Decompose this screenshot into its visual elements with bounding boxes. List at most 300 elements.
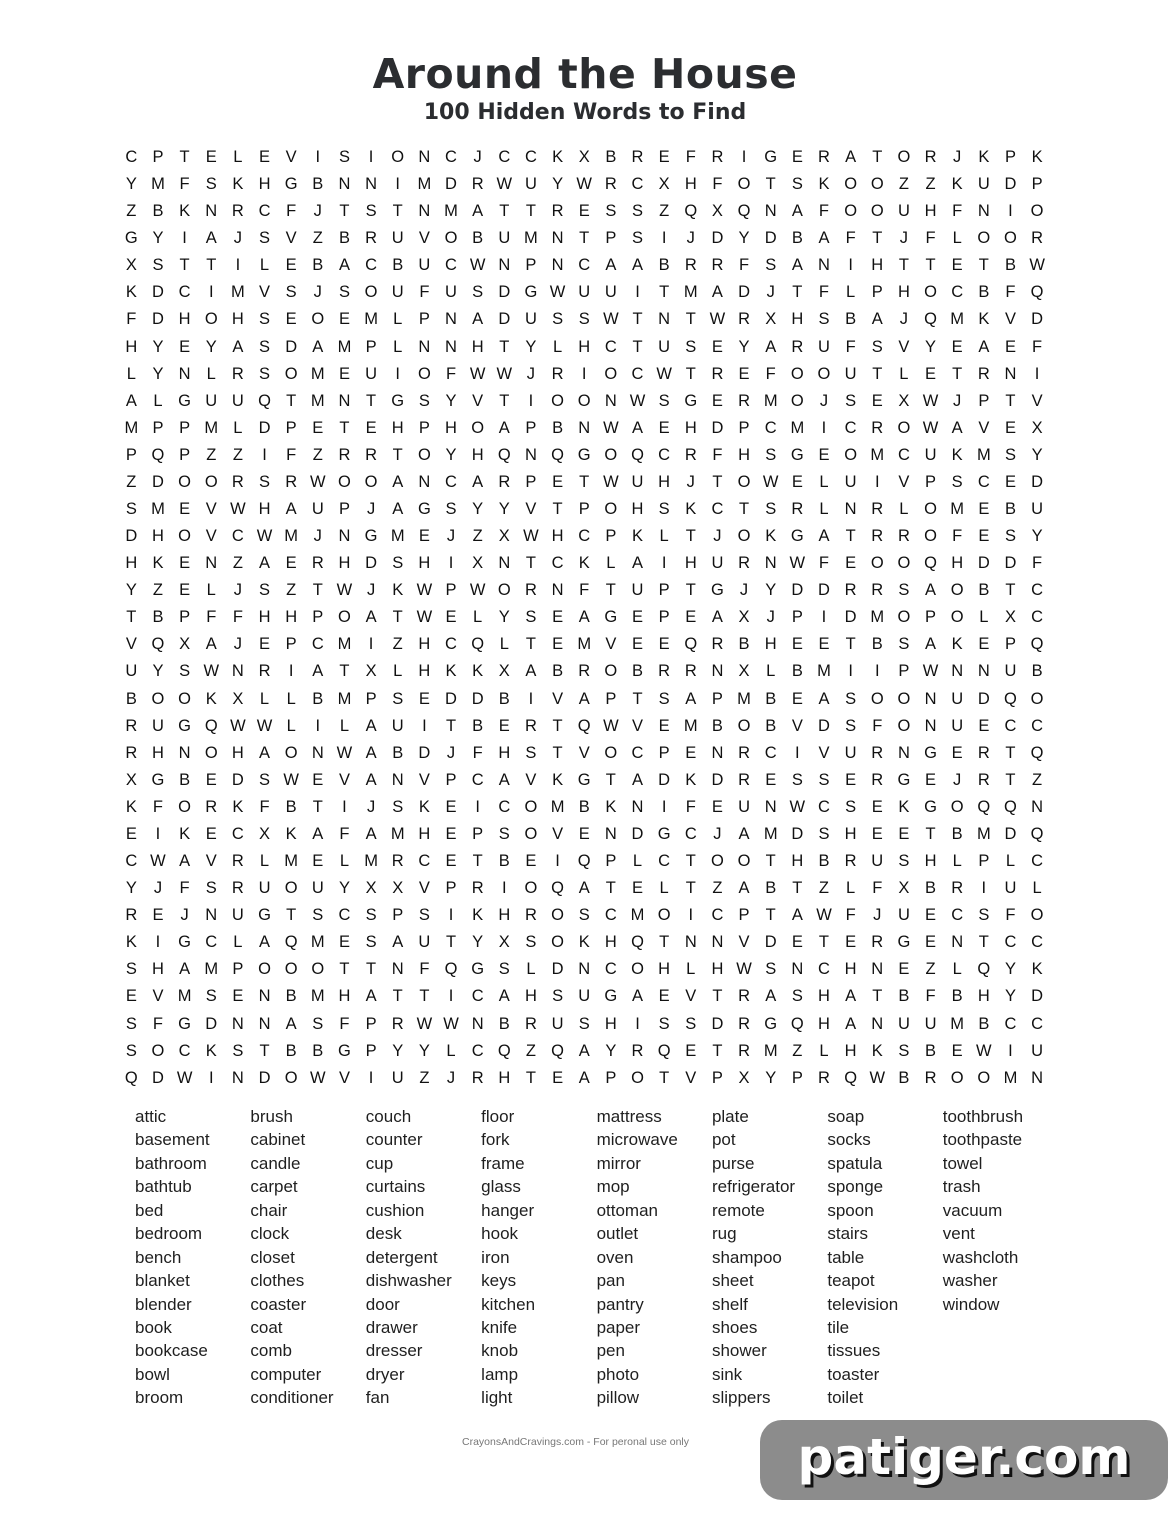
grid-letter: Z — [232, 445, 243, 464]
grid-letter: R — [311, 554, 324, 573]
grid-letter: X — [711, 202, 723, 221]
grid-letter: O — [551, 391, 564, 410]
grid-letter: X — [498, 662, 510, 681]
grid-letter: T — [685, 879, 696, 898]
grid-letter: S — [365, 906, 377, 925]
grid-letter: E — [925, 906, 937, 925]
grid-letter: A — [871, 310, 883, 329]
grid-letter: T — [1005, 743, 1016, 762]
grid-letter: C — [604, 906, 617, 925]
grid-letter: Y — [525, 337, 537, 356]
grid-letter: F — [818, 283, 830, 302]
grid-letter: P — [365, 1041, 377, 1060]
grid-letter: E — [631, 879, 643, 898]
grid-letter: P — [338, 500, 350, 519]
grid-letter: U — [897, 202, 910, 221]
word-list-item: washcloth — [942, 1247, 1019, 1267]
grid-letter: C — [631, 364, 644, 383]
grid-letter: F — [419, 960, 430, 979]
grid-letter: I — [395, 175, 401, 194]
grid-letter: O — [631, 960, 644, 979]
grid-letter: E — [285, 310, 297, 329]
grid-letter: L — [1032, 879, 1042, 898]
grid-letter: A — [711, 608, 723, 627]
grid-letter: M — [390, 824, 405, 843]
grid-letter: C — [205, 933, 218, 952]
word-list-item: book — [135, 1317, 172, 1337]
word-list-item: attic — [135, 1107, 167, 1126]
grid-letter: T — [392, 987, 403, 1006]
word-list-item: candle — [250, 1153, 301, 1173]
grid-letter: A — [365, 716, 377, 735]
grid-letter: C — [1031, 1014, 1044, 1033]
grid-letter: T — [1005, 391, 1016, 410]
grid-letter: F — [445, 364, 457, 383]
grid-letter: W — [603, 716, 619, 735]
grid-letter: I — [874, 662, 880, 681]
grid-letter: S — [658, 391, 670, 410]
grid-letter: M — [337, 635, 352, 654]
grid-letter: S — [525, 608, 537, 627]
grid-letter: N — [1031, 1068, 1044, 1087]
grid-letter: B — [498, 852, 510, 871]
word-list-item: bench — [135, 1247, 182, 1267]
grid-letter: N — [604, 824, 617, 843]
grid-letter: G — [178, 933, 192, 952]
grid-letter: F — [845, 906, 856, 925]
grid-letter: P — [711, 1068, 723, 1087]
grid-letter: I — [315, 716, 321, 735]
grid-letter: O — [524, 797, 538, 816]
grid-letter: J — [953, 770, 962, 789]
grid-letter: Z — [312, 229, 323, 248]
grid-letter: T — [392, 608, 403, 627]
grid-letter: Y — [338, 879, 350, 898]
grid-letter: H — [684, 175, 697, 194]
grid-letter: G — [178, 716, 192, 735]
grid-letter: O — [178, 689, 192, 708]
grid-letter: P — [1031, 175, 1043, 194]
grid-letter: B — [472, 716, 484, 735]
word-list-item: table — [827, 1247, 865, 1267]
grid-letter: Y — [125, 581, 137, 600]
grid-letter: O — [338, 608, 351, 627]
word-list-item: sponge — [827, 1177, 884, 1197]
grid-letter: X — [125, 256, 137, 275]
grid-letter: R — [951, 879, 964, 898]
grid-letter: H — [764, 635, 777, 654]
grid-letter: L — [952, 960, 962, 979]
grid-letter: L — [259, 689, 270, 708]
grid-letter: R — [818, 148, 830, 166]
word-list-item: shampoo — [711, 1247, 782, 1267]
grid-letter: Q — [977, 797, 991, 816]
grid-letter: T — [366, 391, 377, 410]
grid-letter: G — [790, 445, 804, 464]
word-list-item: bookcase — [135, 1341, 208, 1361]
grid-letter: A — [259, 554, 271, 573]
grid-letter: T — [126, 608, 137, 627]
grid-letter: P — [978, 852, 990, 871]
grid-letter: E — [951, 1041, 963, 1060]
grid-letter: V — [418, 879, 430, 898]
grid-letter: L — [846, 283, 856, 302]
grid-letter: T — [685, 364, 696, 383]
grid-letter: A — [765, 987, 777, 1006]
grid-letter: C — [658, 445, 671, 464]
grid-letter: C — [951, 283, 964, 302]
grid-letter: S — [658, 689, 670, 708]
grid-letter: E — [658, 148, 670, 166]
grid-letter: R — [125, 906, 138, 925]
grid-letter: E — [791, 635, 803, 654]
grid-letter: A — [365, 824, 377, 843]
word-list-item: broom — [135, 1388, 184, 1408]
grid-letter: C — [764, 743, 777, 762]
grid-letter: E — [445, 824, 457, 843]
grid-letter: R — [977, 770, 990, 789]
grid-letter: O — [444, 229, 458, 248]
grid-letter: D — [818, 716, 830, 735]
grid-letter: J — [233, 229, 242, 248]
grid-letter: S — [338, 148, 350, 166]
grid-letter: B — [285, 987, 297, 1006]
grid-letter: B — [312, 1041, 324, 1060]
grid-letter: F — [685, 797, 696, 816]
grid-letter: I — [235, 256, 241, 275]
word-list-item: detergent — [365, 1247, 438, 1267]
grid-letter: M — [790, 418, 805, 437]
grid-letter: I — [501, 879, 507, 898]
grid-letter: T — [179, 148, 190, 166]
grid-letter: R — [791, 500, 804, 519]
grid-letter: S — [125, 1041, 137, 1060]
grid-letter: T — [472, 852, 483, 871]
grid-letter: S — [472, 283, 484, 302]
grid-letter: S — [418, 906, 430, 925]
word-list-item: vacuum — [942, 1200, 1003, 1220]
grid-letter: V — [418, 229, 430, 248]
grid-letter: U — [1004, 879, 1017, 898]
word-list-item: drawer — [365, 1317, 418, 1337]
grid-letter: T — [179, 256, 190, 275]
page-subtitle: 100 Hidden Words to Find — [423, 100, 747, 125]
grid-letter: O — [1004, 229, 1017, 248]
grid-letter: U — [844, 743, 857, 762]
grid-letter: S — [259, 472, 271, 491]
grid-letter: R — [977, 743, 990, 762]
grid-letter: T — [605, 770, 616, 789]
grid-letter: F — [872, 879, 883, 898]
grid-letter: E — [845, 933, 857, 952]
grid-letter: M — [417, 175, 432, 194]
grid-letter: N — [951, 662, 964, 681]
grid-letter: K — [125, 797, 137, 816]
grid-letter: C — [1031, 716, 1044, 735]
grid-letter: C — [311, 635, 324, 654]
grid-letter: G — [524, 283, 538, 302]
grid-letter: H — [738, 445, 751, 464]
grid-letter: Q — [684, 635, 698, 654]
grid-letter: L — [153, 391, 163, 410]
grid-letter: N — [178, 364, 191, 383]
grid-letter: E — [552, 1068, 564, 1087]
grid-letter: Z — [818, 879, 830, 898]
grid-letter: T — [499, 202, 510, 221]
word-list-item: dresser — [365, 1341, 423, 1361]
grid-letter: I — [661, 229, 667, 248]
grid-letter: Q — [151, 445, 165, 464]
grid-letter: E — [685, 608, 697, 627]
grid-letter: D — [658, 770, 671, 789]
grid-letter: N — [471, 1014, 484, 1033]
grid-letter: N — [1004, 364, 1017, 383]
word-list-item: brush — [250, 1107, 293, 1126]
word-list-item: toilet — [827, 1388, 864, 1408]
grid-letter: O — [338, 472, 351, 491]
grid-letter: J — [873, 906, 882, 925]
word-list-item: soap — [827, 1107, 865, 1126]
grid-letter: X — [898, 879, 910, 898]
grid-letter: F — [952, 202, 963, 221]
grid-letter: J — [446, 527, 456, 546]
grid-letter: K — [152, 554, 164, 573]
grid-letter: O — [604, 500, 618, 519]
grid-letter: B — [711, 716, 723, 735]
grid-letter: A — [312, 662, 324, 681]
word-list-item: washer — [942, 1271, 998, 1291]
word-list-item: mattress — [596, 1107, 662, 1126]
word-list-item: refrigerator — [711, 1177, 796, 1197]
grid-letter: Z — [898, 175, 909, 194]
grid-letter: Y — [392, 1041, 404, 1060]
grid-letter: S — [259, 770, 271, 789]
grid-letter: R — [684, 662, 697, 681]
grid-letter: E — [285, 256, 297, 275]
grid-letter: X — [125, 770, 137, 789]
grid-letter: D — [711, 770, 724, 789]
grid-letter: Z — [312, 445, 323, 464]
grid-letter: B — [1004, 256, 1016, 275]
grid-letter: E — [338, 933, 350, 952]
grid-letter: B — [658, 256, 670, 275]
grid-letter: D — [711, 1014, 724, 1033]
grid-letter: D — [791, 581, 804, 600]
grid-letter: J — [233, 581, 242, 600]
grid-letter: R — [631, 148, 644, 166]
grid-letter: J — [899, 310, 909, 329]
grid-letter: R — [844, 852, 857, 871]
grid-letter: P — [125, 445, 137, 464]
grid-letter: A — [818, 689, 830, 708]
grid-letter: A — [765, 337, 777, 356]
grid-letter: S — [125, 1014, 137, 1033]
grid-letter: S — [445, 500, 457, 519]
grid-letter: Q — [1030, 743, 1044, 762]
grid-letter: J — [366, 500, 376, 519]
grid-letter: O — [737, 716, 751, 735]
grid-letter: S — [845, 716, 857, 735]
grid-letter: K — [631, 527, 643, 546]
grid-letter: L — [393, 662, 403, 681]
grid-letter: S — [285, 283, 297, 302]
grid-letter: E — [765, 770, 777, 789]
grid-letter: A — [631, 770, 643, 789]
grid-letter: S — [179, 662, 191, 681]
grid-letter: P — [738, 418, 750, 437]
grid-letter: R — [871, 527, 884, 546]
word-list-item: frame — [481, 1153, 525, 1173]
grid-letter: M — [177, 987, 192, 1006]
grid-letter: T — [605, 581, 616, 600]
grid-letter: M — [763, 391, 778, 410]
grid-letter: S — [765, 500, 777, 519]
grid-letter: V — [418, 770, 430, 789]
grid-letter: J — [739, 581, 749, 600]
grid-letter: Y — [125, 879, 137, 898]
grid-letter: I — [741, 148, 747, 166]
word-list-item: pillow — [596, 1388, 640, 1408]
grid-letter: A — [365, 743, 377, 762]
grid-letter: Q — [444, 960, 458, 979]
grid-letter: W — [416, 608, 433, 627]
grid-letter: H — [338, 554, 351, 573]
grid-letter: O — [311, 960, 325, 979]
grid-letter: M — [976, 824, 991, 843]
grid-letter: H — [684, 554, 697, 573]
grid-letter: V — [605, 635, 617, 654]
grid-letter: E — [232, 987, 244, 1006]
grid-letter: M — [737, 689, 751, 708]
grid-letter: R — [924, 1068, 937, 1087]
grid-letter: B — [498, 1014, 510, 1033]
grid-letter: M — [870, 445, 885, 464]
grid-letter: M — [364, 852, 378, 871]
grid-letter: W — [603, 310, 619, 329]
grid-letter: F — [1032, 554, 1043, 573]
grid-letter: O — [950, 797, 964, 816]
grid-letter: O — [604, 743, 618, 762]
grid-letter: B — [285, 1041, 297, 1060]
grid-letter: A — [631, 554, 643, 573]
grid-letter: K — [685, 770, 697, 789]
grid-letter: J — [766, 608, 775, 627]
grid-letter: T — [339, 202, 350, 221]
word-list-item: cabinet — [250, 1130, 306, 1150]
grid-letter: E — [791, 933, 803, 952]
grid-letter: N — [391, 770, 404, 789]
grid-letter: Q — [551, 445, 564, 464]
grid-letter: S — [951, 472, 963, 491]
grid-letter: X — [498, 933, 510, 952]
grid-letter: A — [259, 743, 271, 762]
grid-letter: K — [1031, 148, 1043, 166]
grid-letter: P — [738, 906, 750, 925]
grid-letter: I — [475, 797, 480, 816]
grid-letter: A — [818, 229, 830, 248]
grid-letter: R — [125, 743, 138, 762]
grid-letter: K — [578, 933, 590, 952]
grid-letter: R — [871, 500, 884, 519]
grid-letter: A — [498, 418, 510, 437]
grid-letter: H — [231, 743, 244, 762]
grid-letter: H — [951, 554, 964, 573]
grid-letter: G — [338, 1041, 351, 1060]
grid-letter: G — [258, 906, 271, 925]
grid-letter: E — [978, 527, 990, 546]
grid-letter: Y — [605, 1041, 617, 1060]
word-list-item: socks — [827, 1130, 871, 1150]
grid-letter: U — [977, 175, 990, 194]
grid-letter: I — [581, 364, 587, 383]
grid-letter: F — [818, 554, 830, 573]
grid-letter: F — [206, 608, 217, 627]
grid-letter: E — [685, 1041, 697, 1060]
grid-letter: F — [232, 608, 243, 627]
grid-letter: C — [1004, 716, 1017, 735]
grid-letter: T — [739, 500, 750, 519]
grid-letter: W — [709, 310, 726, 329]
grid-letter: A — [392, 933, 404, 952]
grid-letter: O — [897, 689, 911, 708]
grid-letter: E — [871, 391, 883, 410]
grid-letter: L — [339, 716, 350, 735]
grid-letter: J — [713, 824, 722, 843]
grid-letter: Y — [765, 581, 777, 600]
grid-letter: L — [1005, 852, 1016, 871]
grid-letter: M — [763, 824, 778, 843]
grid-letter: M — [310, 933, 325, 952]
grid-letter: F — [1005, 283, 1016, 302]
grid-letter: E — [658, 635, 670, 654]
grid-letter: O — [710, 852, 724, 871]
grid-letter: D — [471, 689, 484, 708]
grid-letter: K — [445, 662, 457, 681]
grid-letter: N — [791, 960, 804, 979]
grid-letter: C — [1031, 608, 1044, 627]
grid-letter: U — [738, 797, 751, 816]
word-list-item: curtains — [365, 1177, 426, 1197]
grid-letter: I — [661, 797, 667, 816]
grid-letter: T — [552, 500, 563, 519]
grid-letter: E — [205, 770, 217, 789]
grid-letter: P — [179, 418, 191, 437]
grid-letter: S — [205, 987, 217, 1006]
grid-letter: N — [205, 554, 218, 573]
grid-letter: U — [418, 256, 431, 275]
grid-letter: U — [125, 662, 138, 681]
grid-letter: T — [605, 879, 616, 898]
grid-letter: O — [417, 445, 431, 464]
grid-letter: I — [182, 229, 187, 248]
grid-letter: O — [870, 175, 884, 194]
grid-letter: S — [232, 1041, 244, 1060]
grid-letter: X — [1031, 418, 1043, 437]
grid-letter: I — [262, 445, 267, 464]
grid-letter: N — [951, 933, 964, 952]
grid-letter: T — [792, 879, 803, 898]
grid-letter: A — [738, 824, 750, 843]
grid-letter: X — [738, 1068, 750, 1087]
grid-letter: X — [472, 554, 484, 573]
grid-letter: F — [579, 581, 590, 600]
grid-letter: B — [498, 689, 510, 708]
grid-letter: R — [738, 310, 751, 329]
grid-letter: D — [285, 337, 298, 356]
grid-letter: S — [685, 337, 697, 356]
grid-letter: N — [897, 743, 910, 762]
word-list-item: cup — [365, 1153, 394, 1173]
